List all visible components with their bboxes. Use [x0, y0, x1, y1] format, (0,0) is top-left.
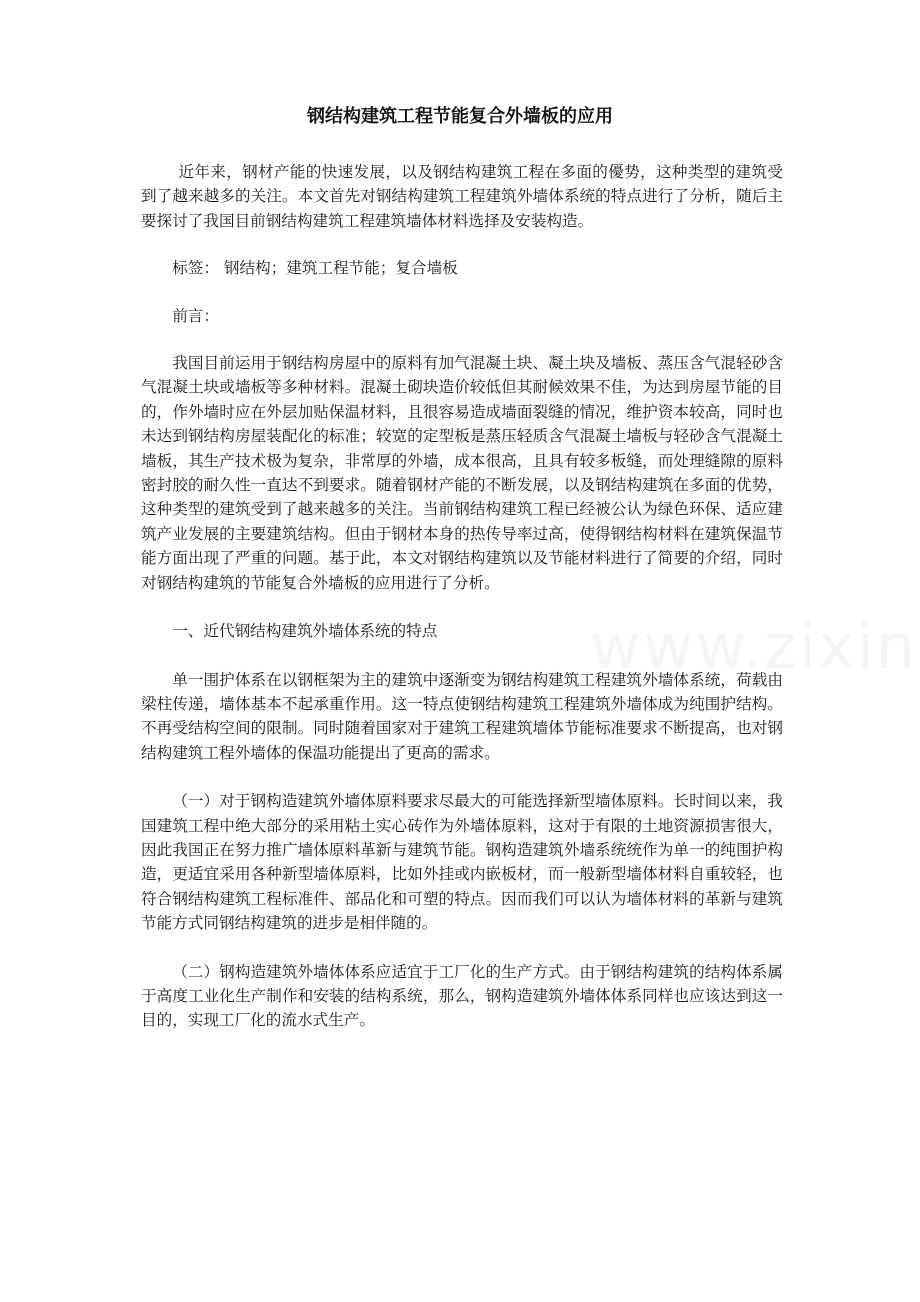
document-body — [141, 160, 783, 1033]
section-heading: 一、近代钢结构建筑外墙体系统的特点 — [172, 622, 438, 641]
preface-paragraph: 我国目前运用于钢结构房屋中的原料有加气混凝土块、凝土块及墙板、蒸压含气混轻砂含气混凝土块或墙板等多种材料。混凝土砌块造价较低但其耐候效果不佳，为达到房屋节能的目的，作外墙时应在外层加贴保温材料，且很容易造成墙面裂缝的情况，维护资本较高，同时也未达到钢结构房屋装配化的标准；较宽的定型板是蒸压轻质含气混凝土墙板与轻砂含气混凝土墙板，其生产技术极为复杂，非常厚的外墙，成本很高，且具有较多板缝，而处理缝隙的原料密封胶的耐久性一直达不到要求。随着钢材产能的不断发展，以及钢结构建筑在多面的优势，这种类型的建筑受到了越来越多的关注。当前钢结构建筑工程已经被公认为绿色环保、适应建筑产业发展的主要建筑结构。但由于钢材本身的热传导率过高，使得钢结构材料在建筑保温节能方面出现了严重的问题。基于此，本文对钢结构建筑以及节能材料进行了简要的介绍，同时对钢结构建筑的节能复合外墙板的应用进行了分析。 — [141, 354, 783, 592]
list-item-paragraph-1: （一）对于钢构造建筑外墙体原料要求尽最大的可能选择新型墙体原料。长时间以来，我国建筑工程中绝大部分的采用粘土实心砖作为外墙体原料，这对于有限的土地资源损害很大，因此我国正在努力推广墙体原料革新与建筑节能。钢构造建筑外墙系统统作为单一的纯围护构造，更适宜采用各种新型墙体原料，比如外挂或内嵌板材，而一般新型墙体材料自重较轻，也符合钢结构建筑工程标准件、部品化和可塑的特点。因而我们可以认为墙体材料的革新与建筑节能方式同钢结构建筑的进步是相伴随的。 — [141, 792, 783, 933]
document-title: 钢结构建筑工程节能复合外墙板的应用 — [307, 106, 613, 127]
preface-label: 前言： — [172, 306, 219, 325]
section-body-paragraph: 单一围护体系在以钢框架为主的建筑中逐渐变为钢结构建筑工程建筑外墙体系统，荷载由梁柱传递，墙体基本不起承重作用。这一特点使钢结构建筑工程建筑外墙体成为纯围护结构。不再受结构空间的限制。同时随着国家对于建筑工程建筑墙体节能标准要求不断提高，也对钢结构建筑工程外墙体的保温功能提出了更高的需求。 — [141, 670, 783, 762]
keywords-line: 标签： 钢结构；建筑工程节能；复合墙板 — [172, 259, 458, 278]
list-item-paragraph-2: （二）钢构造建筑外墙体体系应适宜于工厂化的生产方式。由于钢结构建筑的结构体系属于高度工业化生产制作和安装的结构系统，那么，钢构造建筑外墙体体系同样也应该达到这一目的，实现工厂化的流水式生产。 — [141, 962, 783, 1030]
abstract-paragraph: 近年来，钢材产能的快速发展，以及钢结构建筑工程在多面的優势，这种类型的建筑受到了越来越多的关注。本文首先对钢结构建筑工程建筑外墙体系统的特点进行了分析，随后主要探讨了我国目前钢结构建筑工程建筑墙体材料选择及安装构造。 — [141, 163, 783, 230]
